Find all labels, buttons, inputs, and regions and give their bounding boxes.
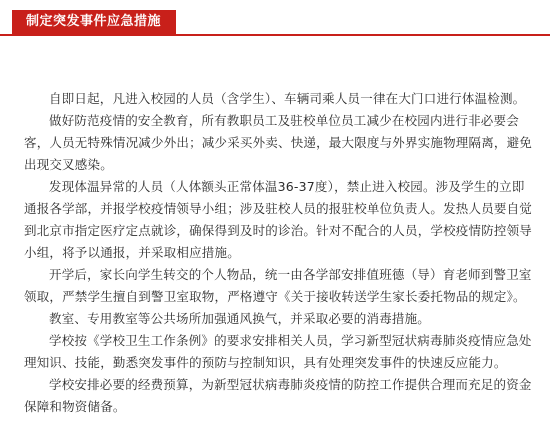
article-body [0,88,550,418]
section-title: 制定突发事件应急措施 [12,10,176,34]
paragraph-parent-items: 开学后，家长向学生转交的个人物品，统一由各学部安排值班德（导）育老师到警卫室领取，严禁学生擅自到警卫室取物，严格遵守《关于接收转送学生家长委托物品的规定》。 [24,267,532,304]
paragraph-budget: 学校安排必要的经费预算，为新型冠状病毒肺炎疫情的防控工作提供合理而充足的资金保障和物资储备。 [24,377,532,414]
paragraph-safety-education: 做好防范疫情的安全教育，所有教职员工及驻校单位员工减少在校园内进行非必要会客，人员无特殊情况减少外出；减少采买外卖、快递，最大限度与外界实施物理隔离，避免出现交叉感染。 [24,113,533,172]
section-header [0,10,550,36]
paragraph-training: 学校按《学校卫生工作条例》的要求安排相关人员，学习新型冠状病毒肺炎疫情应急处理知识、技能，勤悉突发事件的预防与控制知识，具有处理突发事件的快速反应能力。 [24,333,532,370]
paragraph-temperature-check: 自即日起，凡进入校园的人员（含学生）、车辆司乘人员一律在大门口进行体温检测。 [49,91,526,106]
paragraph-abnormal-temperature: 发现体温异常的人员（人体额头正常体温36-37度），禁止进入校园。涉及学生的立即通报各学部，并报学校疫情领导小组；涉及驻校人员的报驻校单位负责人。发热人员要自觉到北京市指定医疗定点就诊，确保得到及时的诊治。针对不配合的人员，学校疫情防控领导小组，将予以通报，并采取相应措施。 [24,179,533,260]
paragraph-ventilation: 教室、专用教室等公共场所加强通风换气，并采取必要的消毒措施。 [49,311,431,326]
